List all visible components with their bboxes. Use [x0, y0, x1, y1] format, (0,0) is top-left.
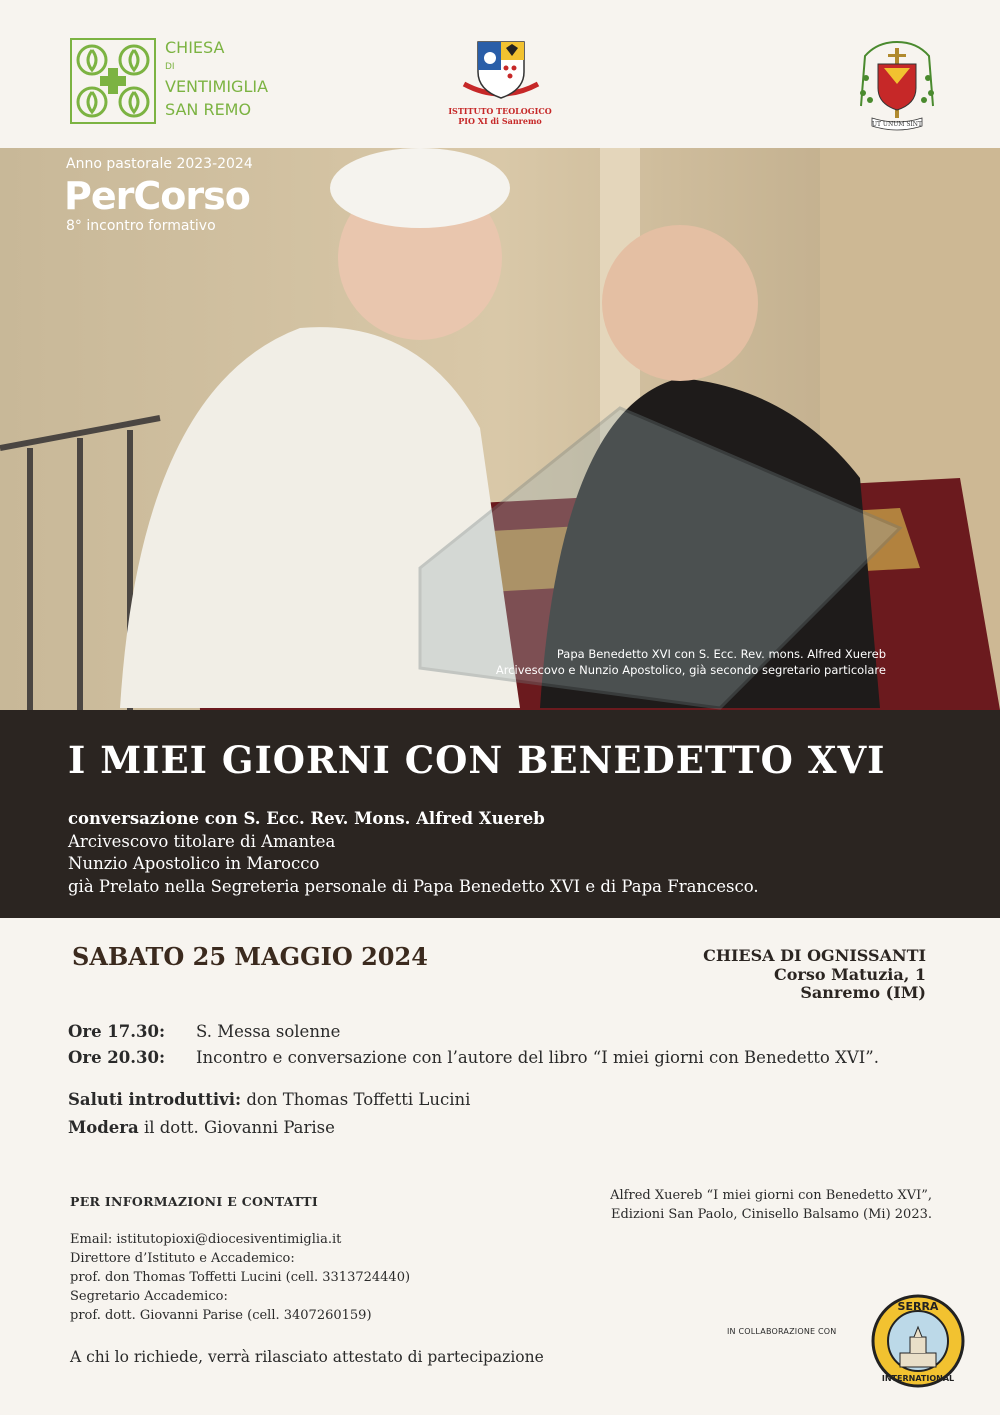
- church-name: [165, 36, 268, 121]
- bishop-coat-of-arms: [858, 38, 936, 138]
- speaker-lead: conversazione con S. Ecc. Rev. Mons. Alfred Xuereb: [68, 809, 545, 828]
- institute-name-line: PIO XI di Sanremo: [458, 116, 542, 126]
- book-reference: [610, 1186, 932, 1224]
- schedule-desc: S. Messa solenne: [196, 1022, 341, 1041]
- speaker-info: [68, 808, 759, 898]
- contact-email[interactable]: Email: istitutopioxi@diocesiventimiglia.it: [70, 1232, 342, 1247]
- greetings-label: Saluti introduttivi:: [68, 1090, 242, 1109]
- contact-line: prof. dott. Giovanni Parise (cell. 3407260159): [70, 1308, 372, 1323]
- serra-logo-bottom-text: INTERNATIONAL: [881, 1374, 955, 1383]
- speaker-line: Arcivescovo titolare di Amantea: [68, 831, 336, 851]
- book-line: Edizioni San Paolo, Cinisello Balsamo (Mi) 2023.: [610, 1207, 932, 1222]
- series-subtitle: 8° incontro formativo: [66, 218, 216, 234]
- bishop-motto: UT UNUM SINT: [871, 121, 923, 128]
- serra-logo-top-text: SERRA: [897, 1300, 939, 1313]
- book-line: Alfred Xuereb “I miei giorni con Benedetto XVI”,: [610, 1188, 932, 1203]
- collaboration-label: IN COLLABORAZIONE CON: [727, 1327, 837, 1336]
- speaker-line: già Prelato nella Segreteria personale di Papa Benedetto XVI e di Papa Francesco.: [68, 876, 759, 896]
- schedule-item: [68, 1048, 879, 1067]
- institute-name-line: ISTITUTO TEOLOGICO: [448, 106, 552, 116]
- moderator-label: Modera: [68, 1118, 139, 1137]
- greetings-value: don Thomas Toffetti Lucini: [241, 1090, 471, 1109]
- schedule-time: Ore 20.30:: [68, 1048, 166, 1067]
- schedule-time: Ore 17.30:: [68, 1022, 166, 1041]
- certificate-note: A chi lo richiede, verrà rilasciato attestato di partecipazione: [70, 1348, 544, 1366]
- photo-caption-line: Arcivescovo e Nunzio Apostolico, già secondo segretario particolare: [495, 663, 886, 677]
- institute-crest-logo: [456, 34, 546, 104]
- venue: [703, 947, 926, 1003]
- series-title: PerCorso: [64, 174, 250, 218]
- venue-line: Corso Matuzia, 1: [774, 964, 926, 984]
- contact-line: Direttore d’Istituto e Accademico:: [70, 1251, 295, 1266]
- church-name-line: DI: [165, 62, 175, 72]
- series-year: Anno pastorale 2023-2024: [66, 156, 253, 172]
- greetings: [68, 1090, 470, 1109]
- photo-caption: [480, 646, 886, 678]
- schedule-desc: Incontro e conversazione con l’autore del libro “I miei giorni con Benedetto XVI”.: [196, 1048, 879, 1067]
- contacts-heading: PER INFORMAZIONI E CONTATTI: [70, 1194, 318, 1209]
- venue-line: Sanremo (IM): [800, 983, 926, 1002]
- contact-line: prof. don Thomas Toffetti Lucini (cell. 3313724440): [70, 1270, 411, 1285]
- contacts-list: [70, 1230, 410, 1325]
- moderator-value: il dott. Giovanni Parise: [138, 1118, 335, 1137]
- main-title: I MIEI GIORNI CON BENEDETTO XVI: [68, 738, 886, 782]
- church-name-line: VENTIMIGLIA: [165, 77, 269, 96]
- photo-caption-line: Papa Benedetto XVI con S. Ecc. Rev. mons. Alfred Xuereb: [556, 647, 886, 661]
- church-name-line: CHIESA: [165, 38, 225, 57]
- serra-international-logo: [870, 1293, 966, 1389]
- church-ornament-logo: [70, 38, 156, 124]
- institute-name: [420, 106, 580, 126]
- schedule-item: [68, 1022, 340, 1041]
- moderator: [68, 1118, 335, 1137]
- speaker-line: Nunzio Apostolico in Marocco: [68, 854, 320, 873]
- contact-line: Segretario Accademico:: [70, 1289, 228, 1304]
- venue-line: CHIESA DI OGNISSANTI: [703, 946, 926, 965]
- event-date: SABATO 25 MAGGIO 2024: [72, 942, 428, 971]
- church-name-line: SAN REMO: [165, 100, 252, 119]
